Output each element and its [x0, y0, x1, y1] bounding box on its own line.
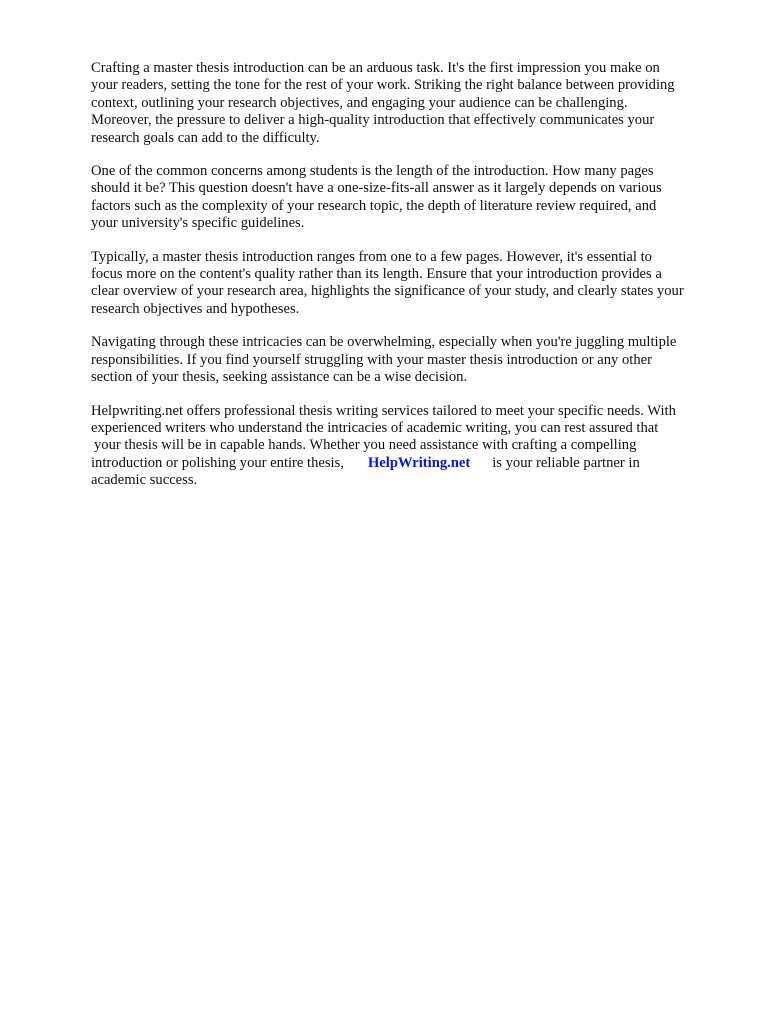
text-after-link: is your reliable partner in — [492, 454, 640, 471]
text-line: Navigating through these intricacies can be overwhelming, especially when you're juggling multiple — [91, 334, 677, 351]
paragraph-length-concern — [91, 163, 731, 233]
paragraph-intro — [91, 60, 731, 147]
text-before-link: introduction or polishing your entire thesis, — [91, 454, 344, 471]
helpwriting-link[interactable]: HelpWriting.net — [367, 454, 471, 471]
text-line: experienced writers who understand the intricacies of academic writing, you can rest assured that — [91, 419, 659, 436]
text-line: Moreover, the pressure to deliver a high-quality introduction that effectively communicates your — [91, 112, 655, 129]
text-line: clear overview of your research area, highlights the significance of your study, and clearly states your — [91, 283, 684, 300]
text-line: Crafting a master thesis introduction can be an arduous task. It's the first impression you make on — [91, 60, 660, 76]
text-line: research goals can add to the difficulty. — [91, 129, 320, 146]
text-line: your university's specific guidelines. — [91, 215, 305, 232]
paragraph-navigating — [91, 334, 731, 386]
text-line: academic success. — [91, 472, 198, 489]
paragraph-helpwriting — [91, 403, 731, 490]
text-line: factors such as the complexity of your research topic, the depth of literature review required, and — [91, 197, 657, 214]
text-line: should it be? This question doesn't have a one-size-fits-all answer as it largely depends on various — [91, 180, 662, 197]
text-line: Helpwriting.net offers professional thesis writing services tailored to meet your specific needs. With — [91, 402, 676, 419]
text-line: section of your thesis, seeking assistance can be a wise decision. — [91, 369, 468, 386]
text-line: context, outlining your research objectives, and engaging your audience can be challenging. — [91, 94, 628, 111]
text-line: research objectives and hypotheses. — [91, 300, 300, 317]
paragraph-typical-length — [91, 249, 731, 319]
document-body — [91, 60, 731, 506]
text-line: your thesis will be in capable hands. Whether you need assistance with crafting a compelling — [94, 437, 637, 454]
text-line: your readers, setting the tone for the rest of your work. Striking the right balance between providing — [91, 77, 675, 94]
text-line: focus more on the content's quality rather than its length. Ensure that your introduction provides a — [91, 266, 662, 283]
text-line-with-link — [91, 455, 731, 472]
text-line: responsibilities. If you find yourself struggling with your master thesis introduction or any other — [91, 351, 652, 368]
text-line: One of the common concerns among students is the length of the introduction. How many pages — [91, 163, 654, 180]
text-line: Typically, a master thesis introduction ranges from one to a few pages. However, it's essential to — [91, 248, 652, 265]
